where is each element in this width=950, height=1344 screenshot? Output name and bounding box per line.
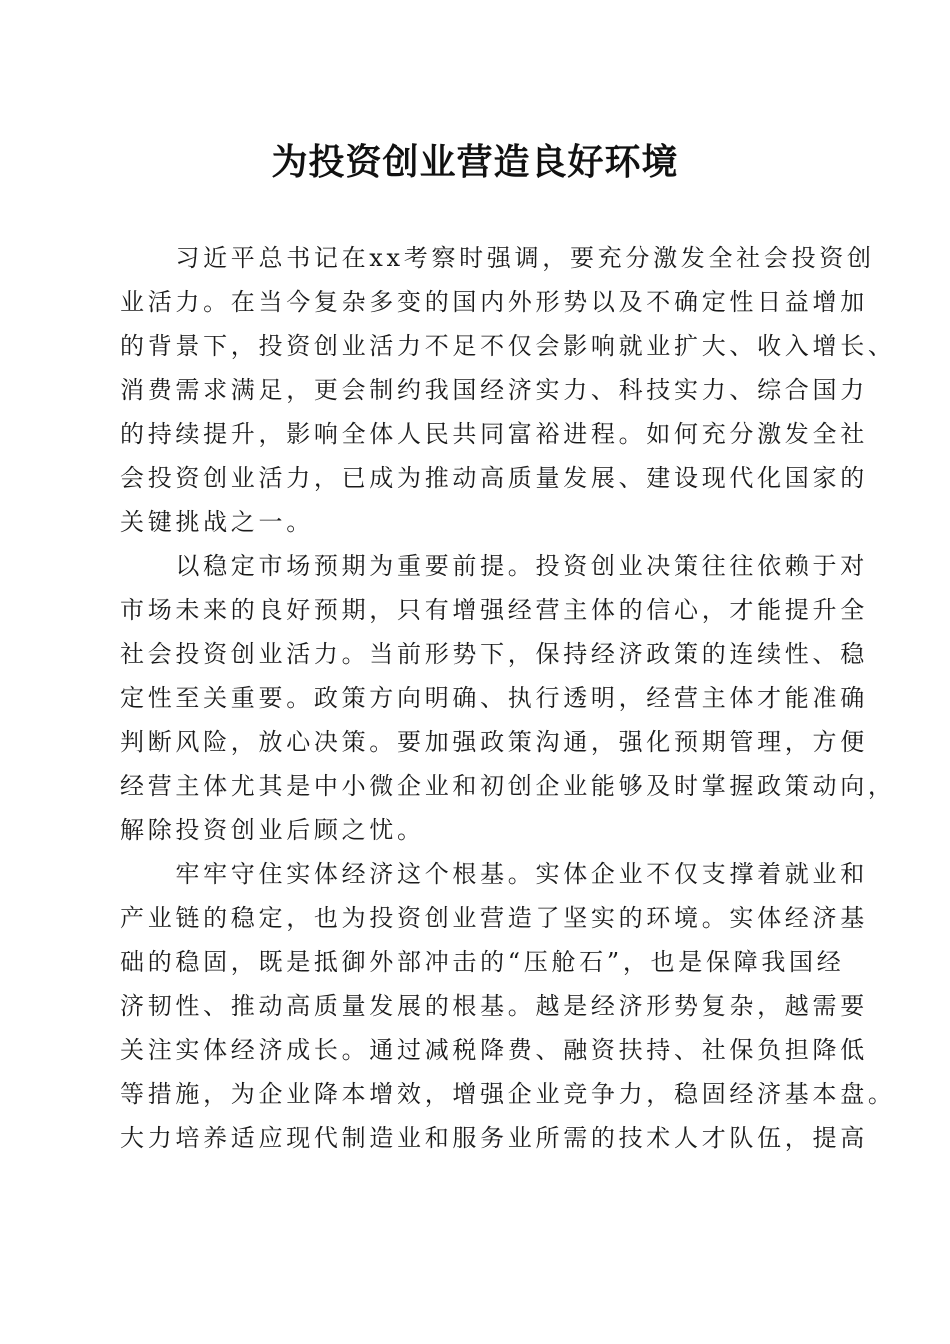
paragraph-line: 定性至关重要。政策方向明确、执行透明，经营主体才能准确: [120, 684, 868, 712]
paragraph-line: 的背景下，投资创业活力不足不仅会影响就业扩大、收入增长、: [120, 332, 896, 360]
paragraph-line: 经营主体尤其是中小微企业和初创企业能够及时掌握政策动向，: [120, 772, 896, 800]
paragraph-2: [120, 544, 896, 852]
paragraph-line: 市场未来的良好预期，只有增强经营主体的信心，才能提升全: [120, 596, 868, 624]
paragraph-line: 济韧性、推动高质量发展的根基。越是经济形势复杂，越需要: [120, 992, 868, 1020]
paragraph-line: 判断风险，放心决策。要加强政策沟通，强化预期管理，方便: [120, 728, 868, 756]
paragraph-line: 以稳定市场预期为重要前提。投资创业决策往往依赖于对: [120, 552, 868, 580]
paragraph-line: 等措施，为企业降本增效，增强企业竞争力，稳固经济基本盘。: [120, 1080, 896, 1108]
paragraph-line: 习近平总书记在xx考察时强调，要充分激发全社会投资创: [120, 244, 875, 272]
paragraph-line: 社会投资创业活力。当前形势下，保持经济政策的连续性、稳: [120, 640, 868, 668]
paragraph-line: 础的稳固，既是抵御外部冲击的“压舱石”，也是保障我国经: [120, 948, 845, 976]
paragraph-1: [120, 236, 896, 544]
paragraph-line: 产业链的稳定，也为投资创业营造了坚实的环境。实体经济基: [120, 904, 868, 932]
document-title: 为投资创业营造良好环境: [271, 141, 679, 183]
paragraph-line: 业活力。在当今复杂多变的国内外形势以及不确定性日益增加: [120, 288, 868, 316]
paragraph-line: 会投资创业活力，已成为推动高质量发展、建设现代化国家的: [120, 464, 868, 492]
paragraph-line: 消费需求满足，更会制约我国经济实力、科技实力、综合国力: [120, 376, 868, 404]
paragraph-line: 的持续提升，影响全体人民共同富裕进程。如何充分激发全社: [120, 420, 868, 448]
paragraph-line: 牢牢守住实体经济这个根基。实体企业不仅支撑着就业和: [120, 860, 868, 888]
paragraph-3: [120, 852, 896, 1160]
paragraph-line: 关注实体经济成长。通过减税降费、融资扶持、社保负担降低: [120, 1036, 868, 1064]
document-body: [120, 236, 896, 1160]
paragraph-line: 大力培养适应现代制造业和服务业所需的技术人才队伍，提高: [120, 1124, 868, 1152]
paragraph-line: 解除投资创业后顾之忧。: [120, 816, 425, 844]
paragraph-line: 关键挑战之一。: [120, 508, 314, 536]
